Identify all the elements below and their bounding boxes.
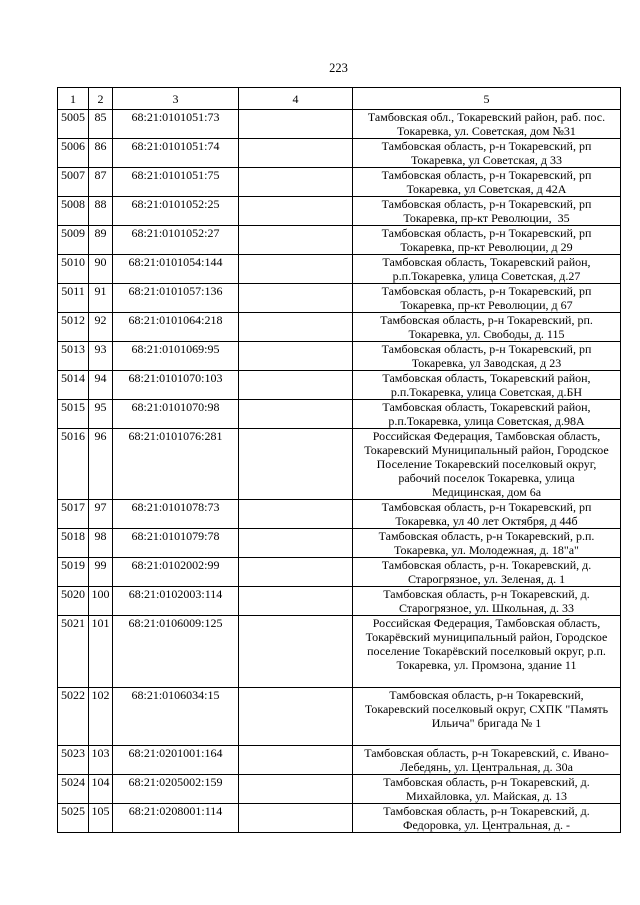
record-number-cell: 5009 <box>58 226 89 255</box>
address-line: Тамбовская область, р-н Токаревский, д. <box>383 804 590 818</box>
record-number-cell: 5011 <box>58 284 89 313</box>
table-row <box>58 587 621 616</box>
address-line: Тамбовская область, р-н Токаревский, рп <box>381 226 592 240</box>
record-number-cell: 5007 <box>58 168 89 197</box>
address-cell <box>353 804 621 833</box>
cadastral-number-cell: 68:21:0106009:125 <box>113 616 239 688</box>
cadastral-number-cell: 68:21:0208001:114 <box>113 804 239 833</box>
cadastral-number-cell: 68:21:0101069:95 <box>113 342 239 371</box>
address-line: Токаревка, ул. Свободы, д. 115 <box>408 327 565 341</box>
table-row <box>58 197 621 226</box>
address-cell <box>353 429 621 500</box>
item-number-cell: 96 <box>89 429 113 500</box>
address-line: Токаревский Муниципальный район, Городское <box>364 443 609 457</box>
record-number-cell: 5018 <box>58 529 89 558</box>
address-line: Тамбовская область, р-н Токаревский, рп <box>381 500 592 514</box>
cadastral-number-cell: 68:21:0101051:75 <box>113 168 239 197</box>
cadastral-number-cell: 68:21:0102002:99 <box>113 558 239 587</box>
address-line: Старогрязное, ул. Зеленая, д. 1 <box>407 572 566 586</box>
record-number-cell: 5006 <box>58 139 89 168</box>
page-number: 223 <box>329 61 348 75</box>
address-line: Старогрязное, ул. Школьная, д. 33 <box>398 601 575 615</box>
column-4-cell <box>239 529 353 558</box>
address-line: Тамбовская область, р-н Токаревский, рп <box>381 284 592 298</box>
address-line: Российская Федерация, Тамбовская область, <box>372 429 601 443</box>
table-row <box>58 775 621 804</box>
address-line: Тамбовская область, р-н Токаревский, р.п. <box>378 529 595 543</box>
table-header <box>58 88 621 110</box>
table-row <box>58 168 621 197</box>
address-line: рабочий поселок Токаревка, улица <box>398 471 575 485</box>
item-number-cell: 90 <box>89 255 113 284</box>
cadastral-number-cell: 68:21:0101070:98 <box>113 400 239 429</box>
table-header-cell: 1 <box>58 88 89 110</box>
cadastral-number-cell: 68:21:0101057:136 <box>113 284 239 313</box>
item-number-cell: 87 <box>89 168 113 197</box>
item-number-cell: 92 <box>89 313 113 342</box>
record-number-cell: 5020 <box>58 587 89 616</box>
table-row <box>58 616 621 688</box>
address-line: Токаревка, ул. Молодежная, д. 18"а" <box>394 543 579 557</box>
address-cell <box>353 746 621 775</box>
address-cell <box>353 226 621 255</box>
table-header-cell: 3 <box>113 88 239 110</box>
item-number-cell: 103 <box>89 746 113 775</box>
column-4-cell <box>239 688 353 746</box>
address-cell <box>353 168 621 197</box>
table-row <box>58 255 621 284</box>
cadastral-number-cell: 68:21:0101078:73 <box>113 500 239 529</box>
record-number-cell: 5024 <box>58 775 89 804</box>
address-line: Токаревка, ул. Промзона, здание 11 <box>396 658 577 672</box>
record-number-cell: 5016 <box>58 429 89 500</box>
table-row <box>58 429 621 500</box>
address-line: Токаревка, пр-кт Революции, д 29 <box>400 240 573 254</box>
cadastral-number-cell: 68:21:0101051:73 <box>113 110 239 139</box>
column-4-cell <box>239 775 353 804</box>
column-4-cell <box>239 197 353 226</box>
record-number-cell: 5022 <box>58 688 89 746</box>
column-4-cell <box>239 400 353 429</box>
address-line: Токаревский поселковый округ, СХПК "Память <box>364 702 609 716</box>
address-line: Тамбовская область, Токаревский район, <box>382 400 591 414</box>
address-line: Тамбовская область, р-н Токаревский, рп. <box>380 313 593 327</box>
column-4-cell <box>239 168 353 197</box>
item-number-cell: 105 <box>89 804 113 833</box>
address-line: Токаревка, ул Заводская, д 23 <box>411 356 562 370</box>
item-number-cell: 97 <box>89 500 113 529</box>
column-4-cell <box>239 616 353 688</box>
record-number-cell: 5025 <box>58 804 89 833</box>
address-line: Тамбовская область, р-н Токаревский, рп <box>381 139 592 153</box>
address-cell <box>353 400 621 429</box>
address-line: р.п.Токаревка, улица Советская, д.98А <box>388 414 585 428</box>
item-number-cell: 88 <box>89 197 113 226</box>
record-number-cell: 5015 <box>58 400 89 429</box>
cadastral-number-cell: 68:21:0101079:78 <box>113 529 239 558</box>
cadastral-number-cell: 68:21:0101051:74 <box>113 139 239 168</box>
address-line: Тамбовская область, Токаревский район, <box>382 371 591 385</box>
cadastral-number-cell: 68:21:0101052:25 <box>113 197 239 226</box>
address-line: Токаревка, ул 40 лет Октября, д 44б <box>395 514 578 528</box>
record-number-cell: 5005 <box>58 110 89 139</box>
address-line: Поселение Токаревский поселковый округ, <box>376 457 597 471</box>
address-line: Российская Федерация, Тамбовская область, <box>372 616 601 630</box>
address-cell <box>353 500 621 529</box>
column-4-cell <box>239 139 353 168</box>
item-number-cell: 85 <box>89 110 113 139</box>
table-row <box>58 139 621 168</box>
address-line: Федоровка, ул. Центральная, д. - <box>403 818 570 832</box>
address-line: Токаревка, пр-кт Революции, 35 <box>403 211 570 225</box>
address-line: Тамбовская область, р-н Токаревский, рп <box>381 342 592 356</box>
address-line: р.п.Токаревка, улица Советская, д.27 <box>392 269 581 283</box>
address-cell <box>353 197 621 226</box>
record-number-cell: 5019 <box>58 558 89 587</box>
column-4-cell <box>239 746 353 775</box>
address-line: Тамбовская область, р-н Токаревский, <box>389 688 584 702</box>
table-row <box>58 313 621 342</box>
table-row <box>58 400 621 429</box>
item-number-cell: 86 <box>89 139 113 168</box>
item-number-cell: 100 <box>89 587 113 616</box>
column-4-cell <box>239 284 353 313</box>
address-line: Михайловка, ул. Майская, д. 13 <box>405 789 568 803</box>
column-4-cell <box>239 429 353 500</box>
item-number-cell: 93 <box>89 342 113 371</box>
item-number-cell: 101 <box>89 616 113 688</box>
address-line: Медицинская, дом 6а <box>431 485 542 499</box>
table-row <box>58 500 621 529</box>
address-line: Токаревка, ул Советская, д 33 <box>410 153 563 167</box>
item-number-cell: 94 <box>89 371 113 400</box>
column-4-cell <box>239 558 353 587</box>
cadastral-number-cell: 68:21:0101054:144 <box>113 255 239 284</box>
address-cell <box>353 775 621 804</box>
address-cell <box>353 139 621 168</box>
record-number-cell: 5021 <box>58 616 89 688</box>
column-4-cell <box>239 371 353 400</box>
address-cell <box>353 284 621 313</box>
column-4-cell <box>239 500 353 529</box>
cadastral-number-cell: 68:21:0101070:103 <box>113 371 239 400</box>
address-line: Тамбовская область, Токаревский район, <box>382 255 591 269</box>
column-4-cell <box>239 587 353 616</box>
address-cell <box>353 371 621 400</box>
column-4-cell <box>239 226 353 255</box>
column-4-cell <box>239 110 353 139</box>
address-cell <box>353 529 621 558</box>
address-line: Токаревка, пр-кт Революции, д 67 <box>400 298 573 312</box>
item-number-cell: 91 <box>89 284 113 313</box>
address-cell <box>353 587 621 616</box>
record-number-cell: 5014 <box>58 371 89 400</box>
address-cell <box>353 616 621 688</box>
table-row <box>58 529 621 558</box>
address-line: Токаревка, ул. Советская, дом №31 <box>397 124 576 138</box>
address-cell <box>353 688 621 746</box>
table-row <box>58 110 621 139</box>
table-row <box>58 226 621 255</box>
table-header-row <box>58 88 621 110</box>
address-line: Токарёвский муниципальный район, Городское <box>365 630 608 644</box>
cadastral-number-cell: 68:21:0101076:281 <box>113 429 239 500</box>
record-number-cell: 5013 <box>58 342 89 371</box>
address-line: р.п.Токаревка, улица Советская, д.БН <box>390 385 583 399</box>
address-line: Тамбовская область, р-н. Токаревский, д. <box>381 558 592 572</box>
table-header-cell: 2 <box>89 88 113 110</box>
address-line: Тамбовская область, р-н Токаревский, рп <box>381 197 592 211</box>
item-number-cell: 102 <box>89 688 113 746</box>
address-cell <box>353 558 621 587</box>
cadastral-number-cell: 68:21:0102003:114 <box>113 587 239 616</box>
address-line: Тамбовская область, р-н Токаревский, рп <box>381 168 592 182</box>
address-line: Ильича" бригада № 1 <box>431 716 542 730</box>
address-cell <box>353 255 621 284</box>
address-line: Тамбовская обл., Токаревский район, раб. пос. <box>367 110 606 124</box>
record-number-cell: 5010 <box>58 255 89 284</box>
cadastral-number-cell: 68:21:0205002:159 <box>113 775 239 804</box>
column-4-cell <box>239 255 353 284</box>
table-row <box>58 558 621 587</box>
column-4-cell <box>239 313 353 342</box>
table-row <box>58 371 621 400</box>
table-body <box>58 110 621 833</box>
cadastral-number-cell: 68:21:0101064:218 <box>113 313 239 342</box>
table-row <box>58 746 621 775</box>
column-4-cell <box>239 804 353 833</box>
address-cell <box>353 342 621 371</box>
item-number-cell: 98 <box>89 529 113 558</box>
cadastral-number-cell: 68:21:0106034:15 <box>113 688 239 746</box>
item-number-cell: 104 <box>89 775 113 804</box>
address-line: Токаревка, ул Советская, д 42А <box>406 182 567 196</box>
address-cell <box>353 313 621 342</box>
table-row <box>58 284 621 313</box>
item-number-cell: 99 <box>89 558 113 587</box>
record-number-cell: 5008 <box>58 197 89 226</box>
address-line: Лебедянь, ул. Центральная, д. 30а <box>400 760 573 774</box>
table-row <box>58 342 621 371</box>
cadastral-number-cell: 68:21:0101052:27 <box>113 226 239 255</box>
record-number-cell: 5023 <box>58 746 89 775</box>
address-cell <box>353 110 621 139</box>
address-line: поселение Токарёвский поселковый округ, р.п. <box>367 644 606 658</box>
table-header-cell: 4 <box>239 88 353 110</box>
item-number-cell: 89 <box>89 226 113 255</box>
column-4-cell <box>239 342 353 371</box>
record-number-cell: 5017 <box>58 500 89 529</box>
data-table <box>57 87 621 833</box>
table-row <box>58 688 621 746</box>
cadastral-number-cell: 68:21:0201001:164 <box>113 746 239 775</box>
address-line: Тамбовская область, р-н Токаревский, д. <box>383 587 590 601</box>
table-header-cell: 5 <box>353 88 621 110</box>
record-number-cell: 5012 <box>58 313 89 342</box>
address-line: Тамбовская область, р-н Токаревский, д. <box>383 775 590 789</box>
table-row <box>58 804 621 833</box>
address-line: Тамбовская область, р-н Токаревский, с. Ивано- <box>364 746 609 760</box>
item-number-cell: 95 <box>89 400 113 429</box>
